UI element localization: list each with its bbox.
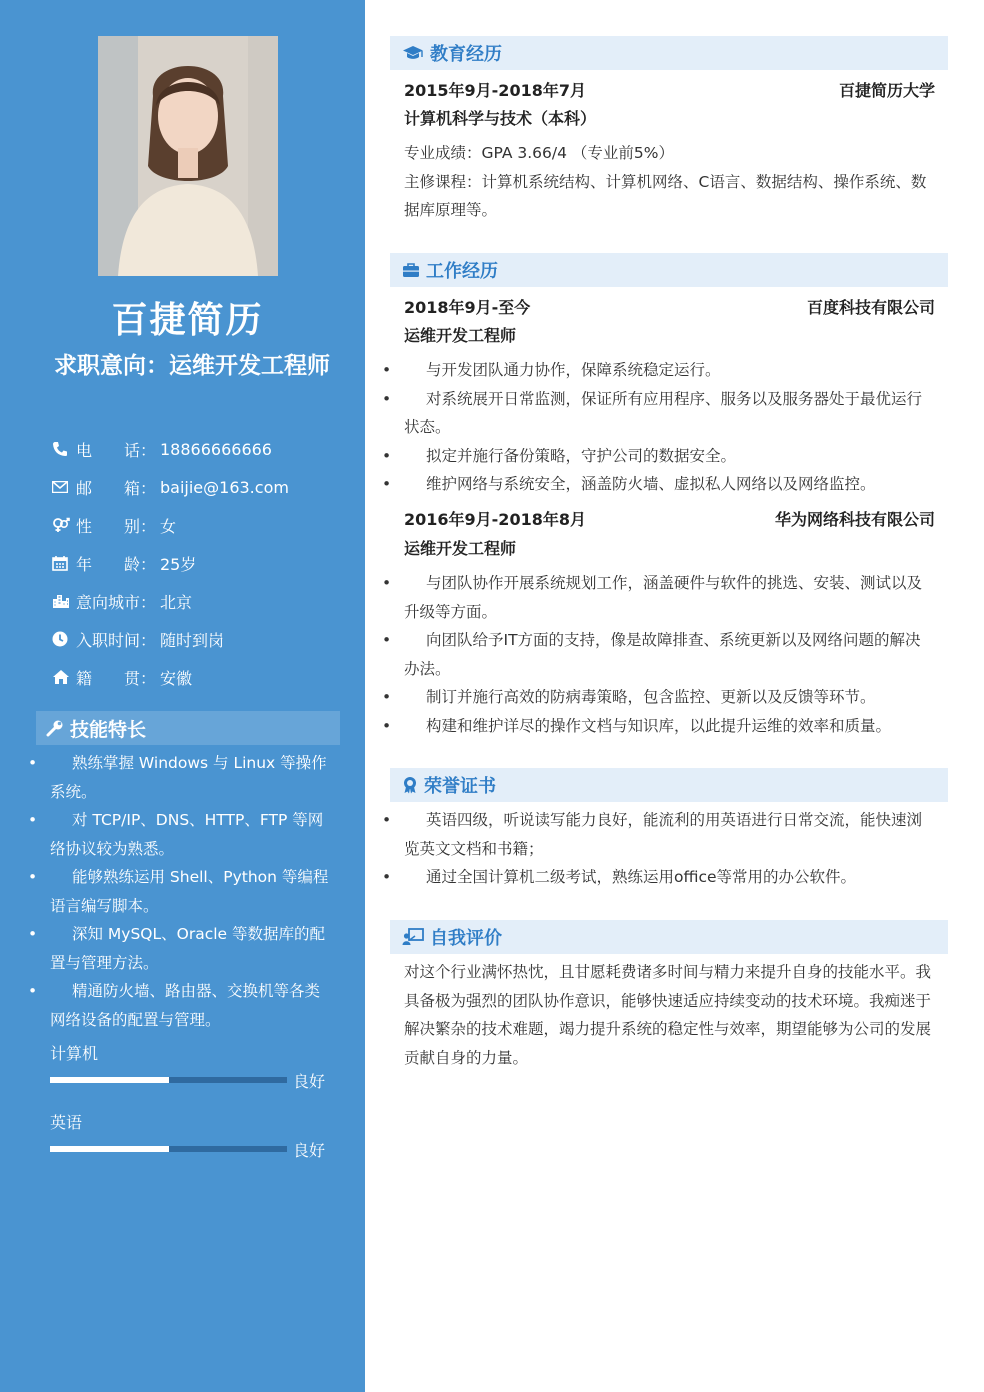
- candidate-name: 百捷简历: [111, 300, 264, 341]
- skill-item: • 能够熟练运用 Shell、Python 等编程语言编写脚本。: [50, 863, 330, 920]
- skill-level-computer: [50, 1041, 330, 1093]
- education-line: 专业成绩：GPA 3.66/4 （专业前5%）: [404, 144, 675, 162]
- duty-item: • 制订并施行高效的防病毒策略，包含监控、更新以及反馈等环节。: [404, 683, 934, 712]
- city-icon: [52, 591, 76, 611]
- duty-item: • 维护网络与系统安全，涵盖防火墙、虚拟私人网络以及网络监控。: [404, 470, 934, 499]
- skill-level-track: [50, 1146, 287, 1152]
- info-value: 安徽: [160, 668, 193, 688]
- education-entry-header: [404, 78, 935, 101]
- job-role: 运维开发工程师: [404, 539, 517, 558]
- education-school: 百捷简历大学: [838, 81, 935, 100]
- honors-title: 荣誉证书: [424, 776, 496, 797]
- contact-info: [52, 430, 352, 696]
- honors-heading: [390, 768, 948, 802]
- info-label: 意向城市：: [76, 592, 157, 612]
- self-eval-title: 自我评价: [430, 928, 502, 949]
- work-title: 工作经历: [426, 261, 498, 282]
- mail-icon: [52, 477, 76, 497]
- duty-item: • 对系统展开日常监测，保证所有应用程序、服务以及服务器处于最优运行状态。: [404, 385, 934, 442]
- job-header: [404, 507, 935, 530]
- skill-item: • 对 TCP/IP、DNS、HTTP、FTP 等网络协议较为熟悉。: [50, 806, 330, 863]
- job-intent: 求职意向：运维开发工程师: [54, 353, 330, 379]
- info-phone: [52, 430, 352, 468]
- info-city: [52, 582, 352, 620]
- info-label: 电 话：: [76, 440, 157, 460]
- calendar-icon: [52, 553, 76, 573]
- education-heading: [390, 36, 948, 70]
- graduation-cap-icon: [402, 45, 424, 61]
- info-age: [52, 544, 352, 582]
- info-value: 北京: [160, 592, 193, 612]
- presenter-icon: [402, 928, 424, 946]
- clock-icon: [52, 629, 76, 649]
- skill-level-name: 计算机: [50, 1044, 99, 1063]
- skills-heading: [36, 711, 340, 745]
- info-label: 性 别：: [76, 516, 157, 536]
- honor-item: • 英语四级，听说读写能力良好，能流利的用英语进行日常交流，能快速浏览英文文档和书籍；: [404, 806, 934, 863]
- honor-item: • 通过全国计算机二级考试，熟练运用office等常用的办公软件。: [404, 863, 934, 892]
- info-label: 年 龄：: [76, 554, 157, 574]
- work-heading: [390, 253, 948, 287]
- duty-item: • 构建和维护详尽的操作文档与知识库，以此提升运维的效率和质量。: [404, 712, 934, 741]
- info-value: 25岁: [160, 554, 197, 574]
- duty-item: • 与开发团队通力协作，保障系统稳定运行。: [404, 356, 934, 385]
- skill-level-name: 英语: [50, 1113, 83, 1132]
- phone-icon: [52, 439, 76, 459]
- skill-item: • 精通防火墙、路由器、交换机等各类网络设备的配置与管理。: [50, 977, 330, 1034]
- skill-level-label: 良好: [293, 1071, 326, 1091]
- skill-level-fill: [50, 1077, 169, 1083]
- self-eval-heading: [390, 920, 948, 954]
- info-label: 籍 贯：: [76, 668, 157, 688]
- education-line: 主修课程：计算机系统结构、计算机网络、C语言、数据结构、操作系统、数据库原理等。: [404, 172, 927, 219]
- skills-list: [50, 749, 330, 1034]
- duty-item: • 与团队协作开展系统规划工作，涵盖硬件与软件的挑选、安装、测试以及升级等方面。: [404, 569, 934, 626]
- info-label: 邮 箱：: [76, 478, 157, 498]
- self-eval-text: 对这个行业满怀热忱，且甘愿耗费诸多时间与精力来提升自身的技能水平。我具备极为强烈的团队协作意识，能够快速适应持续变动的技术环境。我痴迷于解决繁杂的技术难题，竭力提升系统的稳定性与效率，期望能够为公司的发展贡献自身的力量。: [404, 963, 932, 1067]
- job-company: 华为网络科技有限公司: [774, 510, 935, 529]
- info-gender: [52, 506, 352, 544]
- info-value: baijie@163.com: [160, 477, 289, 497]
- education-details: [404, 139, 934, 225]
- skills-title: 技能特长: [70, 718, 147, 741]
- info-hometown: [52, 658, 352, 696]
- job-period: 2018年9月-至今: [404, 298, 531, 317]
- skill-item: • 深知 MySQL、Oracle 等数据库的配置与管理方法。: [50, 920, 330, 977]
- wrench-icon: [46, 719, 64, 737]
- info-label: 入职时间：: [76, 630, 157, 650]
- job-duties: [404, 356, 934, 499]
- job-company: 百度科技有限公司: [806, 298, 935, 317]
- job-duties: [404, 569, 934, 740]
- skill-level-english: [50, 1110, 330, 1162]
- education-title: 教育经历: [430, 44, 502, 65]
- skill-level-fill: [50, 1146, 169, 1152]
- skill-level-label: 良好: [293, 1140, 326, 1160]
- education-major: 计算机科学与技术（本科）: [404, 109, 597, 128]
- home-icon: [52, 667, 76, 687]
- gender-icon: [52, 515, 76, 535]
- duty-item: • 拟定并施行备份策略，守护公司的数据安全。: [404, 442, 934, 471]
- profile-photo: [98, 36, 278, 276]
- info-email: [52, 468, 352, 506]
- skill-item: • 熟练掌握 Windows 与 Linux 等操作系统。: [50, 749, 330, 806]
- sidebar: [0, 0, 365, 1392]
- info-value: 女: [160, 516, 177, 536]
- honors-list: [404, 806, 934, 892]
- award-icon: [402, 776, 418, 794]
- job-period: 2016年9月-2018年8月: [404, 510, 586, 529]
- info-value: 18866666666: [160, 439, 272, 459]
- education-period: 2015年9月-2018年7月: [404, 81, 586, 100]
- briefcase-icon: [402, 262, 420, 278]
- duty-item: • 向团队给予IT方面的支持，像是故障排查、系统更新以及网络问题的解决办法。: [404, 626, 934, 683]
- info-start-time: [52, 620, 352, 658]
- info-value: 随时到岗: [160, 630, 225, 650]
- job-header: [404, 295, 935, 318]
- skill-level-track: [50, 1077, 287, 1083]
- job-role: 运维开发工程师: [404, 326, 517, 345]
